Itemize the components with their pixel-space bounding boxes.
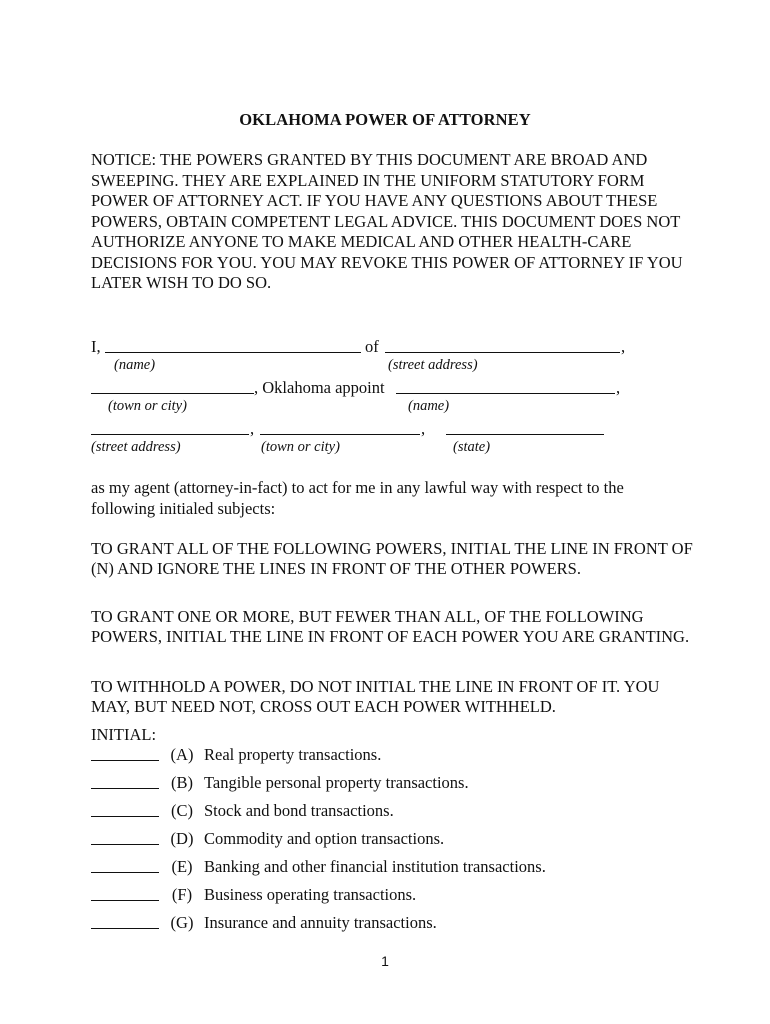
page-number: 1 (381, 953, 389, 969)
instruction-withhold: TO WITHHOLD A POWER, DO NOT INITIAL THE LINE IN FRONT OF IT. YOU MAY, BUT NEED NOT, CROSS OUT EACH POWER WITHHELD. (91, 677, 660, 716)
initial-line[interactable] (91, 816, 159, 817)
power-description: Commodity and option transactions. (204, 829, 445, 848)
principal-town-field[interactable] (91, 393, 254, 394)
principal-name-field[interactable] (105, 352, 361, 353)
power-code: (E) (171, 857, 193, 876)
power-code: (F) (171, 885, 193, 904)
power-description: Stock and bond transactions. (204, 801, 394, 820)
initial-label: INITIAL: (91, 725, 157, 744)
document-title: OKLAHOMA POWER OF ATTORNEY (239, 110, 531, 129)
power-description: Business operating transactions. (204, 885, 417, 904)
initial-line[interactable] (91, 872, 159, 873)
caption-state: (state) (453, 439, 491, 455)
oklahoma-appoint-label: , Oklahoma appoint (254, 378, 385, 397)
initial-line[interactable] (91, 788, 159, 789)
caption-street-address: (street address) (388, 357, 478, 373)
power-description: Real property transactions. (204, 745, 382, 764)
agent-name-field[interactable] (396, 393, 615, 394)
principal-street-address-field[interactable] (385, 352, 620, 353)
caption-agent-name: (name) (408, 398, 450, 414)
agent-street-address-field[interactable] (91, 434, 249, 435)
initial-line[interactable] (91, 900, 159, 901)
power-description: Insurance and annuity transactions. (204, 913, 437, 932)
initial-line[interactable] (91, 844, 159, 845)
agent-state-field[interactable] (446, 434, 604, 435)
initial-line[interactable] (91, 760, 159, 761)
power-code: (C) (171, 801, 193, 820)
instruction-grant-some: TO GRANT ONE OR MORE, BUT FEWER THAN ALL, OF THE FOLLOWING POWERS, INITIAL THE LINE IN FRONT OF EACH POWER YOU ARE GRANTING. (91, 607, 690, 646)
notice-paragraph: NOTICE: THE POWERS GRANTED BY THIS DOCUMENT ARE BROAD AND SWEEPING. THEY ARE EXPLAINED IN THE UNIFORM STATUTORY FORM POWER OF ATTORNEY ACT. IF YOU HAVE ANY QUESTIONS ABOUT THESE POWERS, OBTAIN COMPETENT LEGAL ADVICE. THIS DOCUMENT DOES NOT AUTHORIZE ANYONE TO MAKE MEDICAL AND OTHER HEALTH-CARE DECISIONS FOR YOU. YOU MAY REVOKE THIS POWER OF ATTORNEY IF YOU LATER WISH TO DO SO. (91, 150, 683, 292)
initial-line[interactable] (91, 928, 159, 929)
power-description: Tangible personal property transactions. (204, 773, 469, 792)
comma: , (621, 337, 626, 356)
power-code: (A) (170, 745, 194, 764)
caption-agent-street-address: (street address) (91, 439, 181, 455)
power-code: (G) (170, 913, 194, 932)
agent-paragraph: as my agent (attorney-in-fact) to act for me in any lawful way with respect to the following initialed subjects: (91, 478, 624, 518)
comma: , (421, 419, 426, 438)
agent-town-field[interactable] (260, 434, 420, 435)
instruction-grant-all: TO GRANT ALL OF THE FOLLOWING POWERS, INITIAL THE LINE IN FRONT OF (N) AND IGNORE THE LINES IN FRONT OF THE OTHER POWERS. (91, 539, 693, 578)
caption-town-or-city: (town or city) (108, 398, 187, 414)
of-label: of (365, 337, 379, 356)
i-label: I, (91, 337, 101, 356)
power-description: Banking and other financial institution transactions. (204, 857, 546, 876)
comma: , (250, 419, 255, 438)
caption-agent-town-or-city: (town or city) (261, 439, 340, 455)
comma: , (616, 378, 621, 397)
power-code: (D) (170, 829, 194, 848)
power-code: (B) (171, 773, 193, 792)
caption-name: (name) (114, 357, 156, 373)
